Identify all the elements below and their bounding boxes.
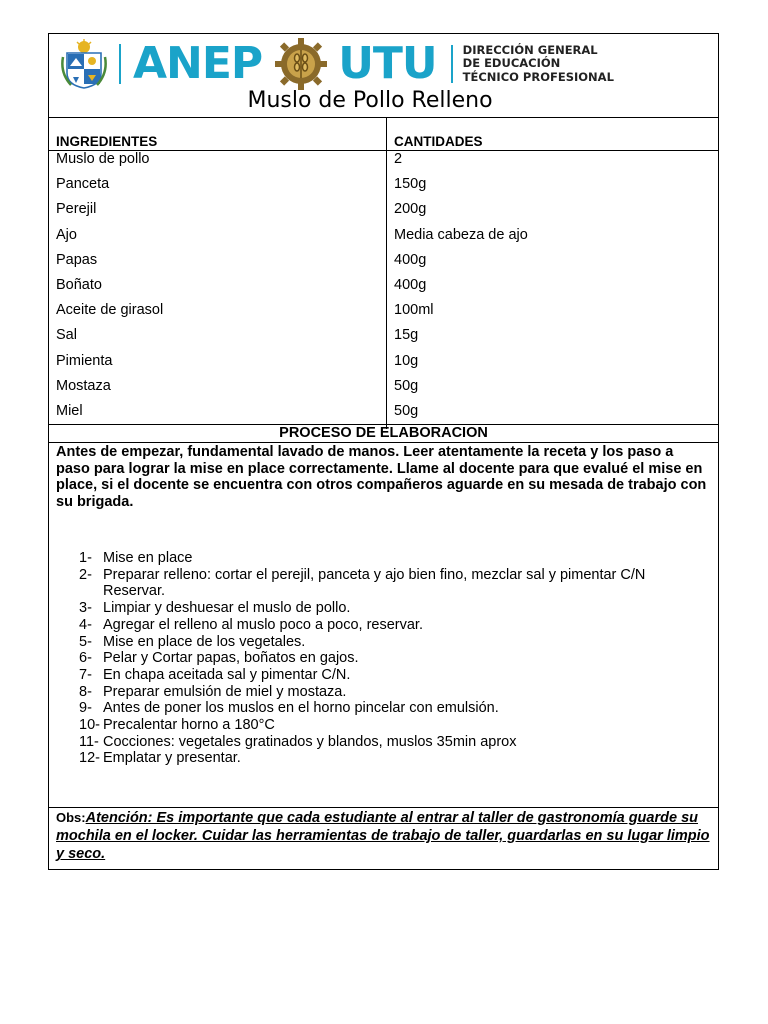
list-item <box>79 650 699 667</box>
list-item <box>79 617 699 634</box>
ingredient-quantity: 15g <box>394 327 419 344</box>
institution-line-1: DIRECCIÓN GENERAL <box>462 42 598 57</box>
institution-name <box>463 44 614 85</box>
step-number: 3- <box>79 600 92 617</box>
list-item <box>79 667 699 684</box>
table-row <box>49 327 718 352</box>
ingredient-name: Aceite de girasol <box>49 302 387 327</box>
steps-list <box>79 550 699 767</box>
table-row <box>49 176 718 201</box>
step-text: Limpiar y deshuesar el muslo de pollo. <box>103 600 351 617</box>
step-text: Agregar el relleno al muslo poco a poco, reservar. <box>103 616 423 633</box>
step-text: En chapa aceitada sal y pimentar C/N. <box>103 666 351 683</box>
ingredients-column-header: INGREDIENTES <box>49 118 387 151</box>
ingredients-table <box>49 117 718 429</box>
step-number: 7- <box>79 666 92 683</box>
table-row <box>49 353 718 378</box>
observation-text: Atención: Es importante que cada estudiante al entrar al taller de gastronomía guarde su mochila en el locker. Cuidar las herramientas de trabajo de taller, guardarlas en su lugar limpio y seco. <box>56 810 710 862</box>
ingredient-quantity: 200g <box>394 201 427 218</box>
ingredient-name: Boñato <box>49 277 387 302</box>
ingredient-name: Panceta <box>49 176 387 201</box>
step-text: Emplatar y presentar. <box>103 750 241 767</box>
list-item <box>79 684 699 701</box>
table-row <box>49 378 718 403</box>
table-row <box>49 151 718 177</box>
step-text: Mise en place de los vegetales. <box>103 633 306 650</box>
coat-of-arms-icon <box>61 39 107 89</box>
step-number: 6- <box>79 650 92 667</box>
institution-line-3: TÉCNICO PROFESIONAL <box>462 69 614 84</box>
list-item <box>79 734 699 751</box>
recipe-title: Muslo de Pollo Relleno <box>247 88 493 113</box>
ingredient-quantity: 100ml <box>394 302 434 319</box>
list-item <box>79 750 699 767</box>
step-number: 1- <box>79 550 92 566</box>
list-item <box>79 600 699 617</box>
table-row <box>49 252 718 277</box>
observation-label: Obs: <box>56 810 86 825</box>
header <box>49 34 718 117</box>
ingredient-name: Miel <box>49 403 387 429</box>
ingredient-name: Muslo de pollo <box>49 151 387 177</box>
logo-bar <box>61 36 614 92</box>
ingredient-name: Ajo <box>49 227 387 252</box>
step-number: 11- <box>79 733 99 750</box>
list-item <box>79 700 699 717</box>
step-text: Precalentar horno a 180°C <box>103 717 275 734</box>
process-intro: Antes de empezar, fundamental lavado de manos. Leer atentamente la receta y los paso a paso para lograr la mise en place correctamente. Llame al docente para que evalué el mise en place, si el docente se encuentra con otros compañeros aguarde en su mesada de trabajo con su brigada. <box>56 444 707 510</box>
table-row <box>49 201 718 226</box>
table-row <box>49 302 718 327</box>
utu-logo-text: UTU <box>338 38 437 89</box>
list-item <box>79 567 699 600</box>
ingredient-quantity: 50g <box>394 377 419 394</box>
ingredient-name: Mostaza <box>49 378 387 403</box>
process-title: PROCESO DE ELABORACION <box>49 425 718 443</box>
ingredient-quantity: 150g <box>394 176 427 193</box>
ingredient-name: Pimienta <box>49 353 387 378</box>
step-number: 9- <box>79 700 92 717</box>
step-number: 8- <box>79 683 92 700</box>
process-section <box>49 424 718 767</box>
step-number: 10- <box>79 717 100 734</box>
step-number: 2- <box>79 566 92 583</box>
table-row <box>49 227 718 252</box>
list-item <box>79 550 699 567</box>
ingredient-quantity: 10g <box>394 352 419 369</box>
anep-logo-text: ANEP <box>133 38 263 89</box>
list-item <box>79 634 699 651</box>
ingredient-quantity: Media cabeza de ajo <box>394 226 528 243</box>
step-text: Preparar relleno: cortar el perejil, panceta y ajo bien fino, mezclar sal y pimentar C/N Reservar. <box>103 566 646 600</box>
ingredient-name: Papas <box>49 252 387 277</box>
step-number: 5- <box>79 633 92 650</box>
ingredients-header-row <box>49 118 718 151</box>
ingredient-quantity: 400g <box>394 251 427 268</box>
ingredient-quantity: 50g <box>394 402 419 419</box>
observation-section <box>49 807 718 863</box>
ingredient-quantity: 2 <box>394 151 403 167</box>
step-number: 4- <box>79 616 92 633</box>
step-text: Cocciones: vegetales gratinados y blandos, muslos 35min aprox <box>103 733 517 750</box>
logo-separator <box>119 44 121 84</box>
step-text: Mise en place <box>103 550 193 566</box>
utu-gear-icon <box>272 36 330 92</box>
recipe-sheet <box>48 33 719 870</box>
ingredient-quantity: 400g <box>394 276 427 293</box>
table-row <box>49 277 718 302</box>
step-text: Antes de poner los muslos en el horno pincelar con emulsión. <box>103 700 499 717</box>
ingredient-name: Sal <box>49 327 387 352</box>
step-number: 12- <box>79 750 100 767</box>
ingredient-name: Perejil <box>49 201 387 226</box>
step-text: Preparar emulsión de miel y mostaza. <box>103 683 347 700</box>
logo-separator-2 <box>451 45 453 83</box>
step-text: Pelar y Cortar papas, boñatos en gajos. <box>103 650 359 667</box>
list-item <box>79 717 699 734</box>
quantities-column-header: CANTIDADES <box>387 118 719 151</box>
institution-line-2: DE EDUCACIÓN <box>462 56 561 71</box>
